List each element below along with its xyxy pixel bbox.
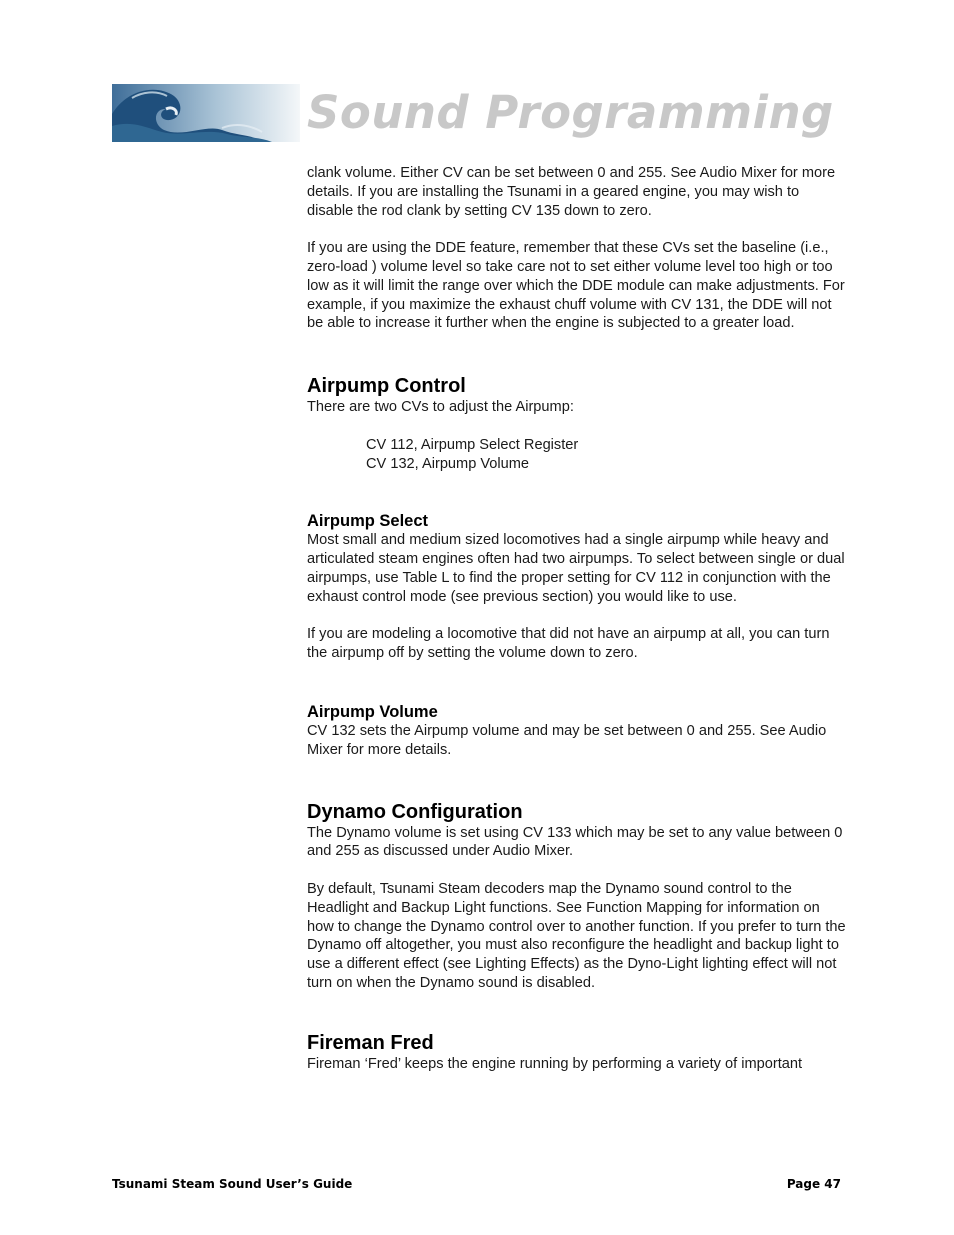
fireman-fred-paragraph: Fireman ‘Fred’ keeps the engine running by performing a variety of important (307, 1055, 803, 1072)
footer-page-number: Page 47 (786, 1177, 841, 1191)
airpump-select-heading: Airpump Select (307, 512, 429, 531)
wave-image-icon (112, 84, 300, 142)
airpump-volume-heading: Airpump Volume (307, 702, 438, 721)
airpump-control-heading: Airpump Control (307, 375, 466, 398)
airpump-control-text: There are two CVs to adjust the Airpump: (307, 399, 574, 416)
cv-list-item: CV 112, Airpump Select Register (366, 436, 579, 453)
airpump-volume-paragraph: CV 132 sets the Airpump volume and may be set between 0 and 255. See Audio Mixer for more details. (307, 722, 827, 758)
airpump-select-paragraph-1: Most small and medium sized locomotives had a single airpump while heavy and articulated steam engines often had two airpumps. To select between single or dual airpumps, use Table L to find the proper setting for CV 112 in conjunction with the exhaust control mode (see previous section) you would like to use. (307, 532, 845, 605)
dynamo-paragraph-2: By default, Tsunami Steam decoders map the Dynamo sound control to the Headlight and Backup Light functions. See Function Mapping for information on how to change the Dynamo control over to another function. If you prefer to turn the Dynamo off altogether, you must also reconfigure the headlight and backup light to use a different effect (see Lighting Effects) as the Dyno-Light lighting effect will not turn on when the Dynamo sound is disabled. (307, 880, 846, 991)
footer-guide-title: Tsunami Steam Sound User’s Guide (112, 1177, 353, 1191)
fireman-fred-heading: Fireman Fred (307, 1031, 434, 1054)
intro-paragraph-1: clank volume. Either CV can be set between 0 and 255. See Audio Mixer for more details. If you are installing the Tsunami in a geared engine, you may wish to disable the rod clank by setting CV 135 down to zero. (307, 165, 836, 219)
airpump-select-paragraph-2: If you are modeling a locomotive that did not have an airpump at all, you can turn the airpump off by setting the volume down to zero. (307, 626, 830, 662)
cv-list-item: CV 132, Airpump Volume (366, 455, 530, 472)
page-title: Sound Programming (307, 86, 834, 139)
dynamo-heading: Dynamo Configuration (307, 800, 523, 823)
intro-paragraph-2: If you are using the DDE feature, remember that these CVs set the baseline (i.e., zero-load ) volume level so take care not to set either volume level too high or too low as it will limit the range over which the DDE module can make adjustments. For example, if you maximize the exhaust chuff volume with CV 131, the DDE will not be able to increase it further when the engine is subjected to a greater load. (307, 240, 845, 332)
body-content (307, 164, 847, 1074)
dynamo-paragraph-1: The Dynamo volume is set using CV 133 which may be set to any value between 0 and 255 as discussed under Audio Mixer. (307, 824, 843, 860)
